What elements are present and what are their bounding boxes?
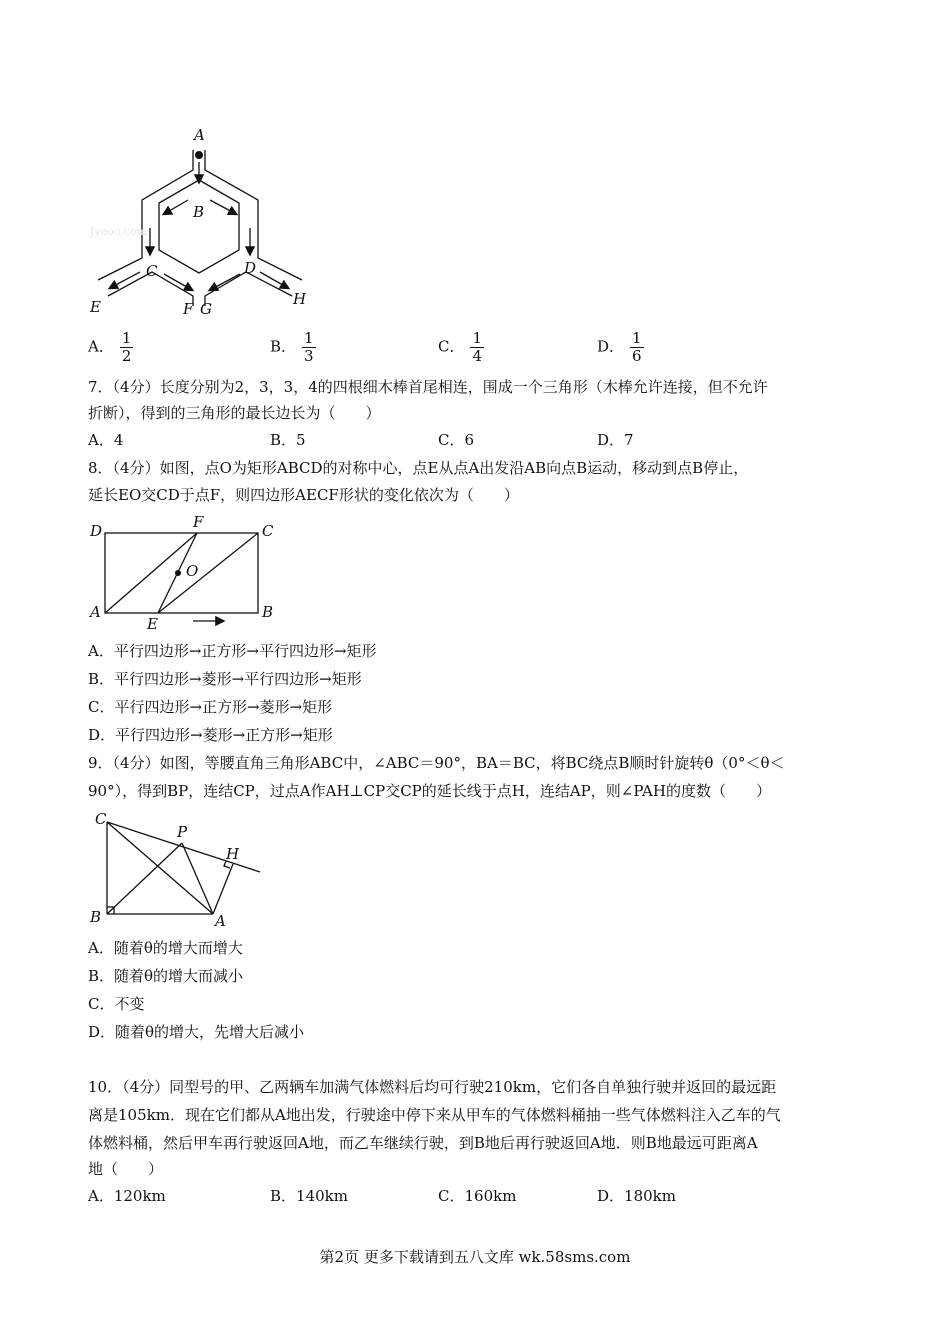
rectangle-abcd: [105, 533, 258, 613]
q6-option-b: B． $\frac{1}{3}$: [270, 329, 314, 365]
q8-option-d: D．平行四边形→菱形→正方形→矩形: [88, 726, 333, 744]
outer-channel: [98, 150, 193, 280]
q10-stem-line3: 体燃料桶，然后甲车再行驶返回A地，而乙车继续行驶，到B地后再行驶返回A地．则B地最远可距离A: [88, 1134, 758, 1152]
segment-ah: [213, 864, 233, 914]
q9-option-b: B．随着θ的增大而减小: [88, 967, 244, 985]
q8-stem-line2: 延长EO交CD于点F，则四边形AECF形状的变化依次为（ ）: [88, 486, 519, 504]
fig9-label-p: P: [177, 823, 188, 841]
fig6-label-h: H: [293, 290, 307, 308]
q9-option-c: C．不变: [88, 995, 145, 1013]
fig8-label-b: B: [262, 603, 274, 621]
q10-option-b: B．140km: [270, 1187, 348, 1205]
fig8-label-a: A: [90, 603, 101, 621]
q6-figure: [80, 120, 340, 325]
q10-stem-line1: 10．（4分）同型号的甲、乙两辆车加满气体燃料后均可行驶210km，它们各自单独行驶并返回的最远距: [88, 1078, 777, 1096]
q7-option-b: B．5: [270, 431, 306, 449]
q10-option-c: C．160km: [438, 1187, 517, 1205]
hexagon: [159, 180, 239, 273]
fig6-label-g: G: [200, 300, 212, 318]
fig6-label-d: D: [244, 259, 257, 277]
q8-option-b: B．平行四边形→菱形→平行四边形→矩形: [88, 670, 362, 688]
fig9-label-h: H: [226, 845, 240, 863]
q9-figure: [85, 810, 275, 930]
q9-stem-line2: 90°），得到BP，连结CP，过点A作AH⊥CP交CP的延长线于点H，连结AP，则∠PAH的度数（ ）: [88, 782, 771, 800]
fig6-label-f: F: [183, 300, 194, 318]
segment-ap: [182, 843, 213, 914]
point-o: [175, 570, 181, 576]
q7-stem-line2: 折断），得到的三角形的最长边长为（ ）: [88, 404, 381, 422]
q6-option-a: A． $\frac{1}{2}$: [88, 329, 132, 365]
q9-stem-line1: 9．（4分）如图，等腰直角三角形ABC中，∠ABC＝90°，BA＝BC，将BC绕点B顺时针旋转θ（0°＜θ＜: [88, 754, 785, 772]
q10-option-a: A．120km: [88, 1187, 166, 1205]
q7-stem-line1: 7．（4分）长度分别为2，3，3，4的四根细木棒首尾相连，围成一个三角形（木棒允许连接，但不允许: [88, 378, 768, 396]
q10-option-d: D．180km: [597, 1187, 676, 1205]
fig9-label-a: A: [215, 912, 226, 930]
q9-option-a: A．随着θ的增大而增大: [88, 939, 243, 957]
q9-option-d: D．随着θ的增大，先增大后减小: [88, 1023, 305, 1041]
fig6-label-a: A: [194, 126, 205, 144]
page-footer: 第2页 更多下载请到五八文库 wk.58sms.com: [319, 1248, 631, 1266]
segment-af: [105, 533, 197, 613]
segment-ca: [107, 822, 213, 914]
fig6-label-b: B: [193, 203, 205, 221]
fig8-label-d: D: [90, 522, 103, 540]
q7-option-c: C．6: [438, 431, 475, 449]
q6-option-d: D． $\frac{1}{6}$: [597, 329, 642, 365]
fig9-label-c: C: [95, 810, 107, 828]
ball: [195, 151, 203, 159]
fig6-label-c: C: [146, 262, 158, 280]
q8-option-a: A．平行四边形→正方形→平行四边形→矩形: [88, 642, 377, 660]
q8-stem-line1: 8．（4分）如图，点O为矩形ABCD的对称中心，点E从点A出发沿AB向点B运动，移动到点B停止，: [88, 459, 749, 477]
q6-option-c: C． $\frac{1}{4}$: [438, 329, 483, 365]
segment-bp: [107, 843, 182, 914]
q10-stem-line2: 离是105km．现在它们都从A地出发，行驶途中停下来从甲车的气体燃料桶抽一些气体燃料注入乙车的气: [88, 1106, 781, 1124]
q10-stem-line4: 地（ ）: [88, 1160, 164, 1178]
q8-option-c: C．平行四边形→正方形→菱形→矩形: [88, 698, 333, 716]
fig6-label-e: E: [90, 298, 101, 316]
q7-option-a: A．4: [88, 431, 124, 449]
fig8-label-c: C: [262, 522, 274, 540]
q7-option-d: D．7: [597, 431, 634, 449]
fig6-watermark: Jyeoo.com: [90, 225, 147, 238]
q8-figure: [85, 513, 285, 635]
fig9-label-b: B: [90, 908, 102, 926]
fig8-label-f: F: [193, 513, 204, 531]
segment-ec: [158, 533, 258, 613]
fig8-label-o: O: [186, 562, 199, 580]
fig8-label-e: E: [147, 615, 158, 633]
